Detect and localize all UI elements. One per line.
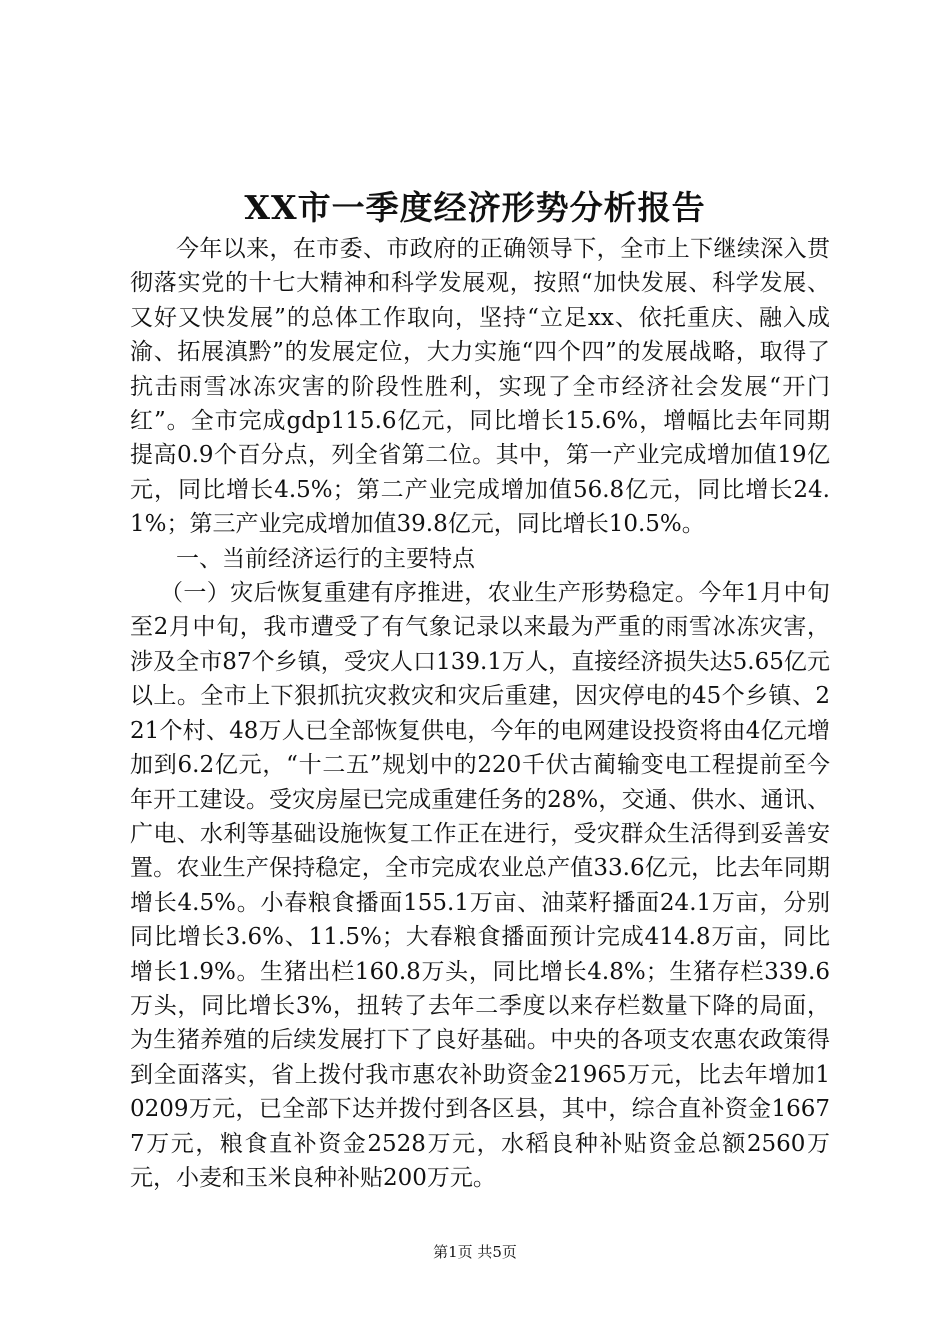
- intro-paragraph: 今年以来，在市委、市政府的正确领导下，全市上下继续深入贯彻落实党的十七大精神和科学发展观，按照“加快发展、科学发展、又好又快发展”的总体工作取向，坚持“立足xx、依托重庆、融入成渝、拓展滇黔”的发展定位，大力实施“四个四”的发展战略，取得了抗击雨雪冰冻灾害的阶段性胜利，实现了全市经济社会发展“开门红”。全市完成gdp115.6亿元，同比增长15.6%，增幅比去年同期提高0.9个百分点，列全省第二位。其中，第一产业完成增加值19亿元，同比增长4.5%；第二产业完成增加值56.8亿元，同比增长24.1%；第三产业完成增加值39.8亿元，同比增长10.5%。: [130, 236, 830, 538]
- document-title: XX市一季度经济形势分析报告: [244, 188, 706, 227]
- document-body: [130, 232, 830, 1195]
- page-number-footer: 第1页 共5页: [433, 1243, 517, 1261]
- section-heading: 一、当前经济运行的主要特点: [176, 545, 475, 572]
- subsection-paragraph: （一）灾后恢复重建有序推进，农业生产形势稳定。今年1月中旬至2月中旬，我市遭受了有气象记录以来最为严重的雨雪冰冻灾害，涉及全市87个乡镇，受灾人口139.1万人，直接经济损失达5.65亿元以上。全市上下狠抓抗灾救灾和灾后重建，因灾停电的45个乡镇、221个村、48万人已全部恢复供电，今年的电网建设投资将由4亿元增加到6.2亿元，“十二五”规划中的220千伏古蔺输变电工程提前至今年开工建设。受灾房屋已完成重建任务的28%，交通、供水、通讯、广电、水利等基础设施恢复工作正在进行，受灾群众生活得到妥善安置。农业生产保持稳定，全市完成农业总产值33.6亿元，比去年同期增长4.5%。小春粮食播面155.1万亩、油菜籽播面24.1万亩，分别同比增长3.6%、11.5%；大春粮食播面预计完成414.8万亩，同比增长1.9%。生猪出栏160.8万头，同比增长4.8%；生猪存栏339.6万头，同比增长3%，扭转了去年二季度以来存栏数量下降的局面，为生猪养殖的后续发展打下了良好基础。中央的各项支农惠农政策得到全面落实，省上拨付我市惠农补助资金21965万元，比去年增加10209万元，已全部下达并拨付到各区县，其中，综合直补资金16677万元，粮食直补资金2528万元，水稻良种补贴资金总额2560万元，小麦和玉米良种补贴200万元。: [130, 580, 830, 1191]
